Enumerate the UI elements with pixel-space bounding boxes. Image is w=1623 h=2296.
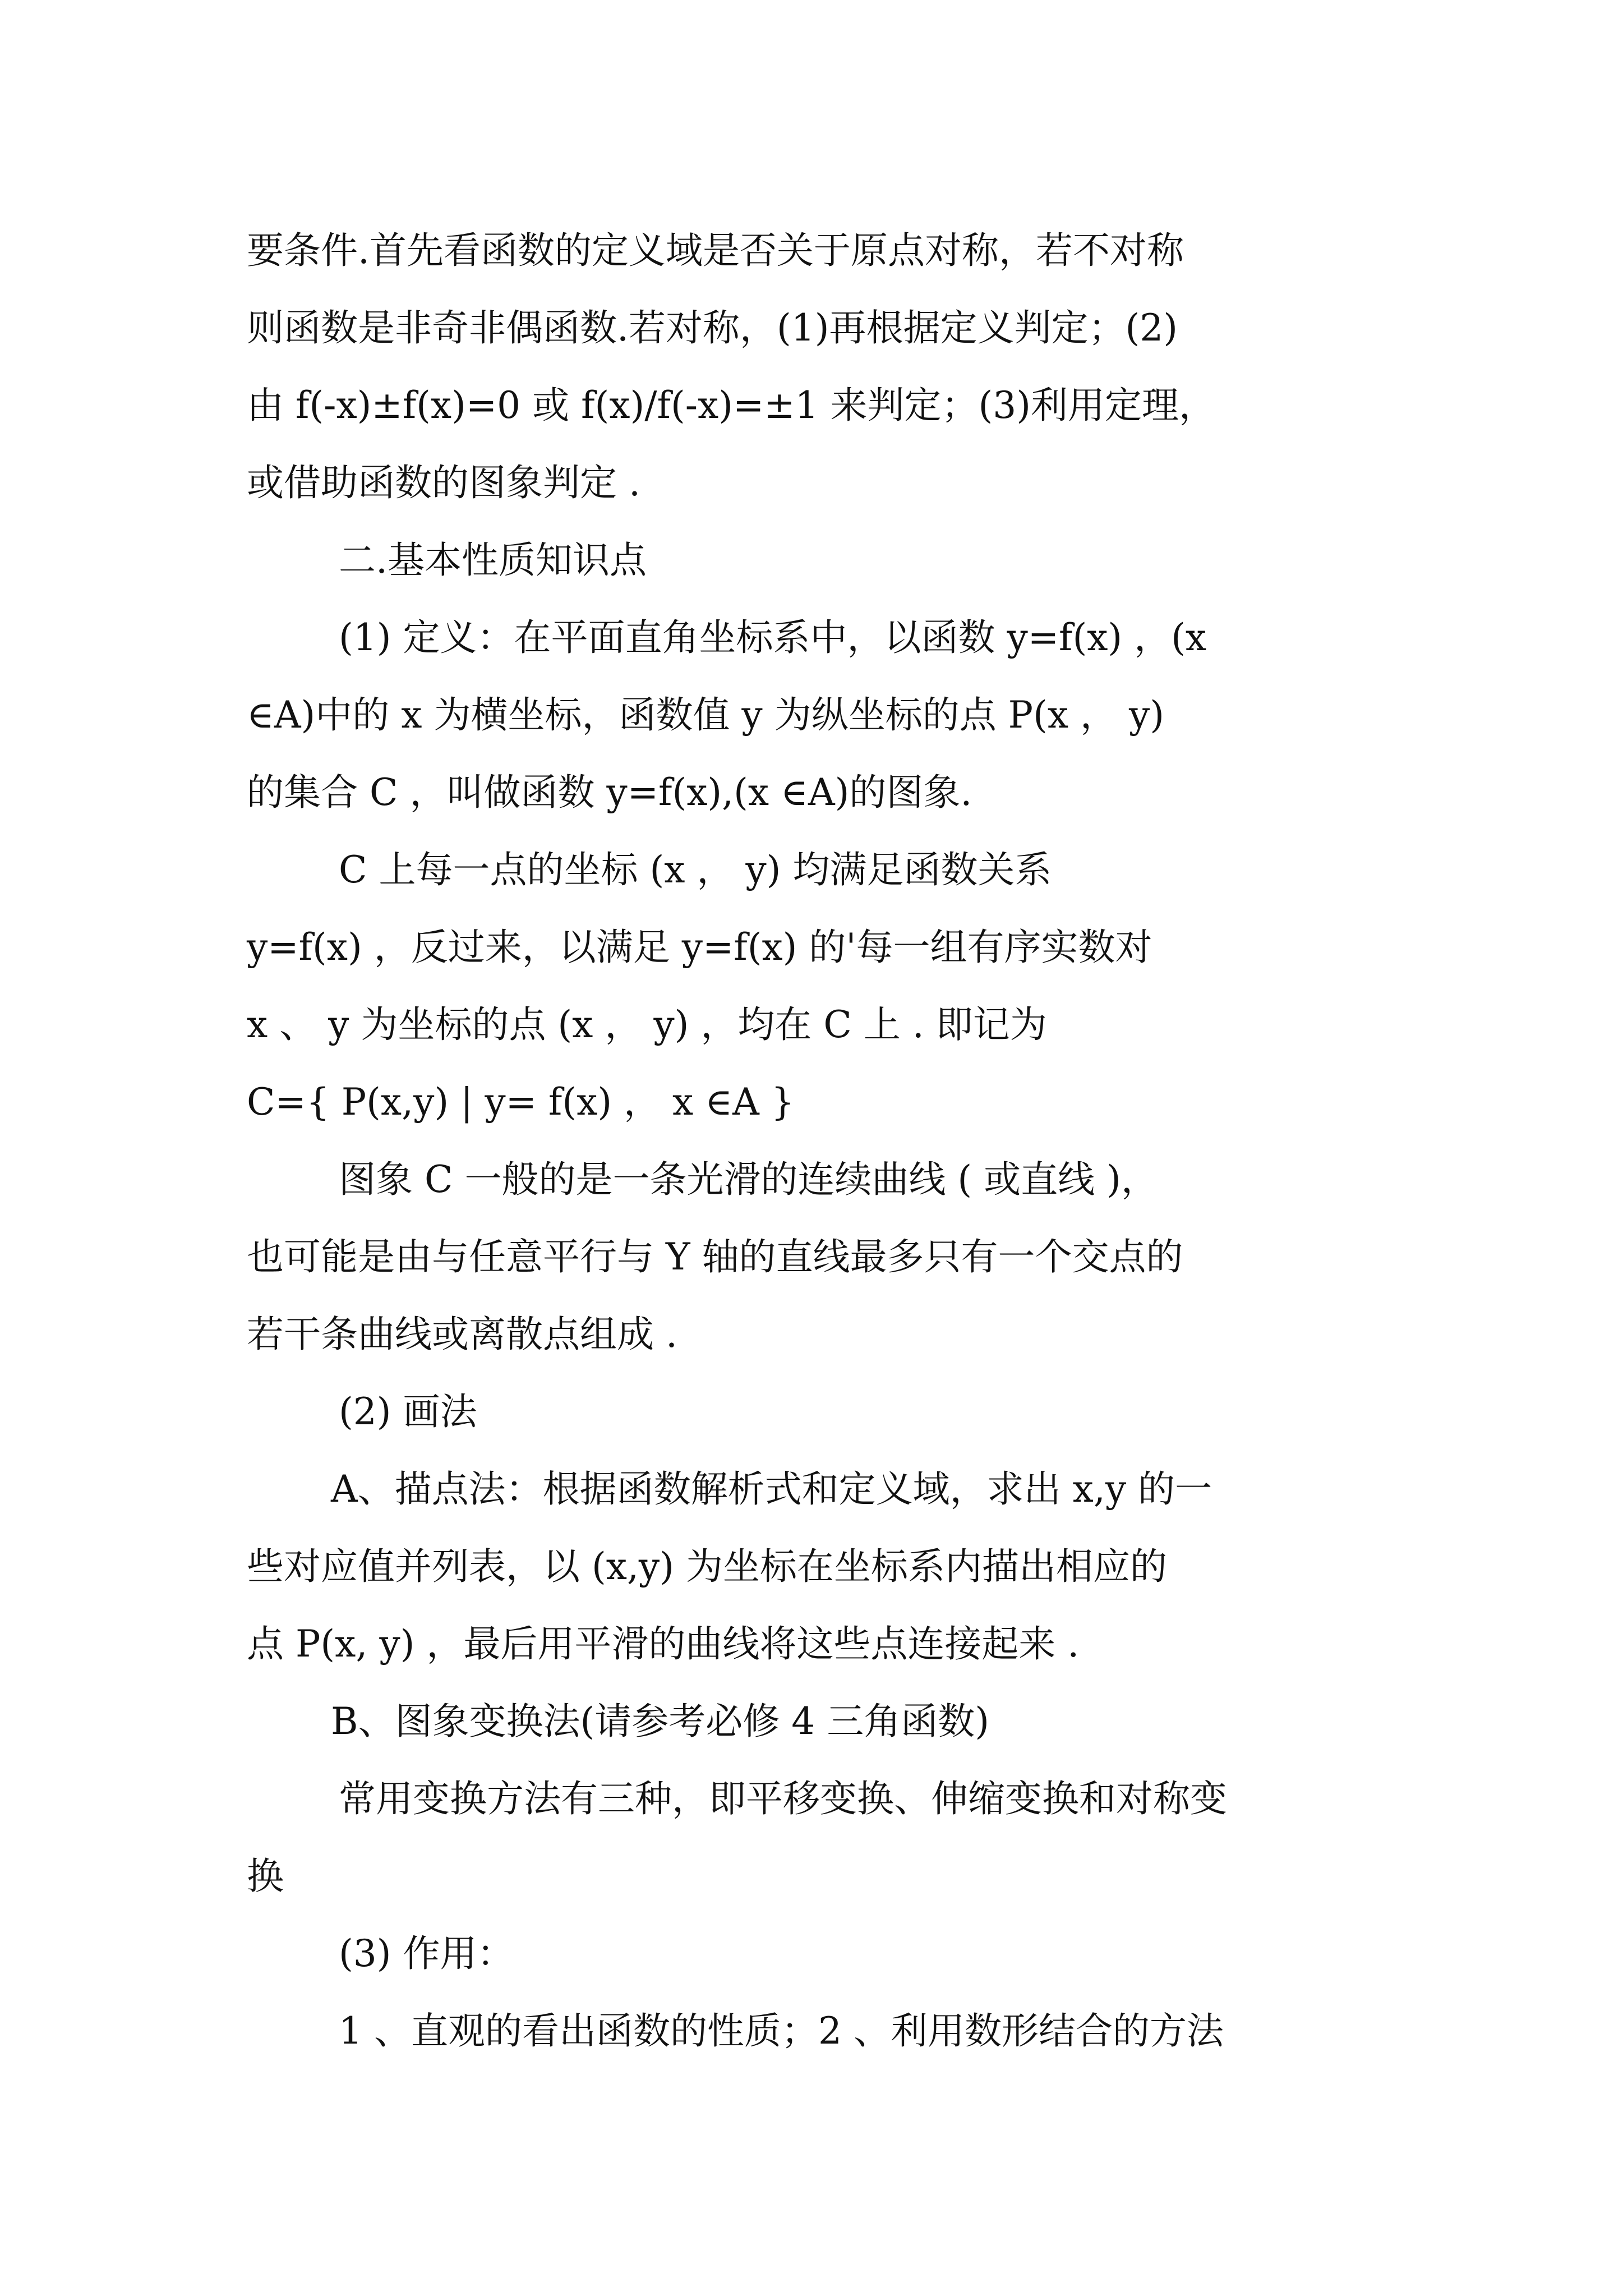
- paragraph-line: x 、 y 为坐标的点 (x ， y) ，均在 C 上 . 即记为: [247, 1003, 1047, 1046]
- paragraph-line: 图象 C 一般的是一条光滑的连续曲线 ( 或直线 )，: [339, 1158, 1158, 1201]
- paragraph-line: 换: [247, 1855, 284, 1898]
- paragraph-line: 也可能是由与任意平行与 Y 轴的直线最多只有一个交点的: [247, 1235, 1183, 1278]
- paragraph-line: 则函数是非奇非偶函数.若对称，(1)再根据定义判定；(2): [247, 306, 1178, 349]
- paragraph-line: C 上每一点的坐标 (x ， y) 均满足函数关系: [339, 848, 1052, 891]
- paragraph-line: C={ P(x,y) | y= f(x) ， x ∈A }: [247, 1080, 795, 1124]
- subsection-heading: (3) 作用：: [339, 1932, 514, 1975]
- paragraph-line: 的集合 C ，叫做函数 y=f(x),(x ∈A)的图象.: [247, 771, 972, 814]
- paragraph-line: 若干条曲线或离散点组成 .: [247, 1313, 677, 1356]
- paragraph-line: ∈A)中的 x 为横坐标，函数值 y 为纵坐标的点 P(x ， y): [247, 693, 1165, 737]
- paragraph-line: B、图象变换法(请参考必修 4 三角函数): [331, 1700, 989, 1743]
- paragraph-line: 由 f(-x)±f(x)=0 或 f(x)/f(-x)=±1 来判定；(3)利用定理，: [247, 384, 1216, 427]
- paragraph-line: (1) 定义：在平面直角坐标系中，以函数 y=f(x) ，(x: [339, 616, 1207, 659]
- paragraph-line: A、描点法：根据函数解析式和定义域，求出 x,y 的一: [331, 1467, 1212, 1511]
- subsection-heading: (2) 画法: [339, 1390, 477, 1433]
- paragraph-line: 1 、直观的看出函数的性质；2 、利用数形结合的方法: [339, 2009, 1224, 2053]
- paragraph-line: 点 P(x, y) ，最后用平滑的曲线将这些点连接起来 .: [247, 1622, 1080, 1665]
- section-heading: 二.基本性质知识点: [339, 539, 647, 582]
- paragraph-line: 常用变换方法有三种，即平移变换、伸缩变换和对称变: [339, 1777, 1227, 1820]
- paragraph-line: 些对应值并列表，以 (x,y) 为坐标在坐标系内描出相应的: [247, 1545, 1167, 1588]
- paragraph-line: y=f(x) ，反过来，以满足 y=f(x) 的'每一组有序实数对: [247, 926, 1152, 969]
- document-body: [247, 212, 1458, 2070]
- paragraph-line: 要条件.首先看函数的定义域是否关于原点对称，若不对称: [247, 229, 1184, 272]
- paragraph-line: 或借助函数的图象判定 .: [247, 461, 640, 504]
